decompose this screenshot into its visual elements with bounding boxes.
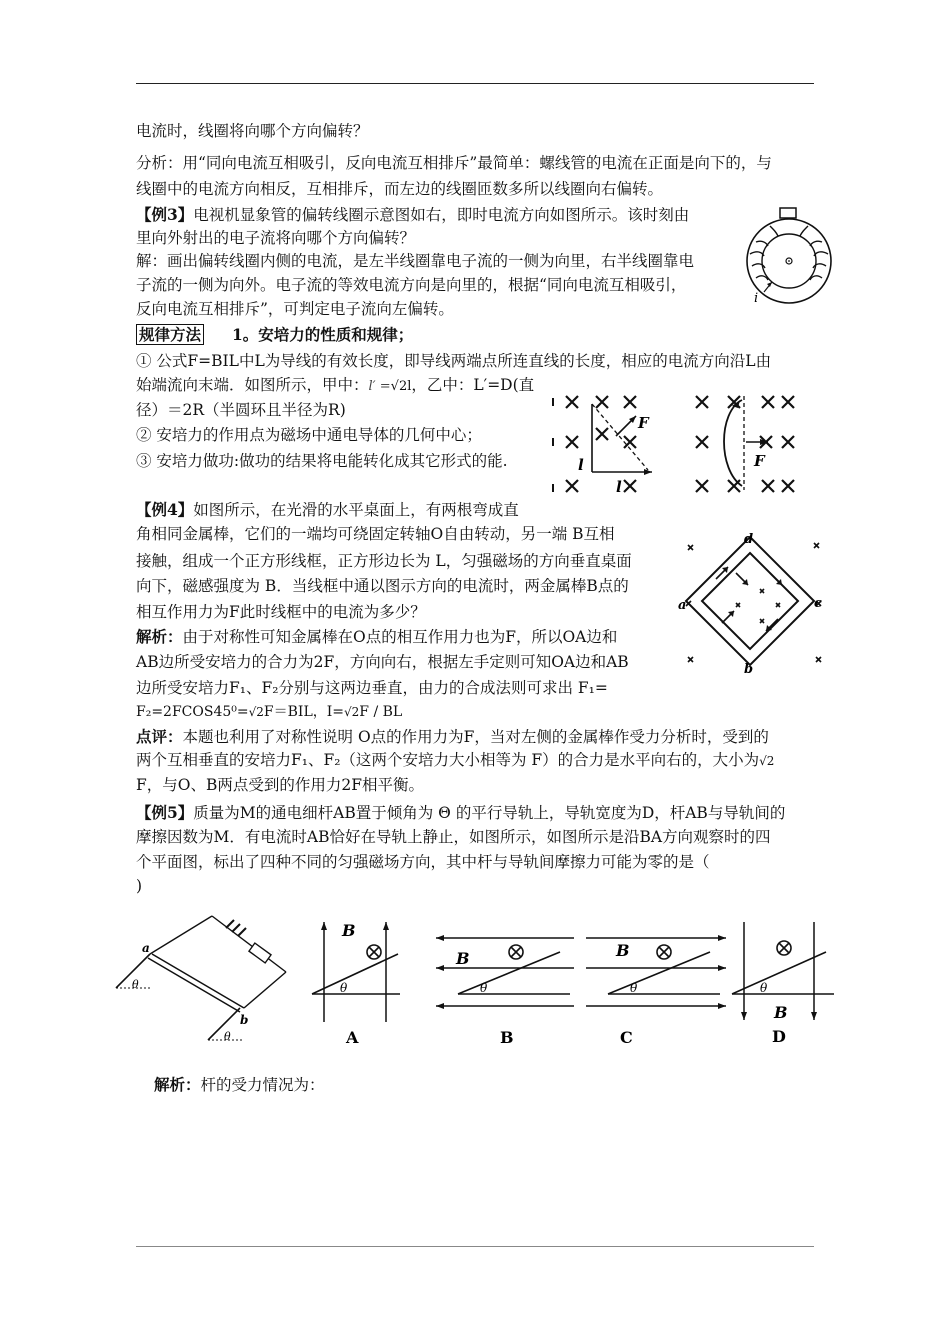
field-b-label: B xyxy=(774,1003,788,1022)
corner-b-label: b xyxy=(744,662,754,673)
text-line: ① 公式F=BIL中L为导线的有效长度，即导线两端点所连直线的长度，相应的电流方向沿L由 xyxy=(136,352,772,370)
corner-d-label: d xyxy=(744,532,754,547)
text-line: 接触，组成一个正方形线框，正方形边长为 L，匀强磁场的方向垂直桌面 xyxy=(136,552,632,570)
text-line: 本题也利用了对称性说明 O点的作用力为F，当对左侧的金属棒作受力分析时，受到的 xyxy=(182,728,769,746)
example-3-label: 【例3】 xyxy=(136,205,194,224)
text-line: 如图所示，在光滑的水平桌面上，有两根弯成直 xyxy=(193,501,519,519)
panel-label: C xyxy=(620,1028,633,1047)
effective-length-figure-left xyxy=(548,386,658,498)
text-line: 相互作用力为F此时线框中的电流为多少？ xyxy=(136,603,426,621)
text-line: ) xyxy=(136,877,143,895)
option-c-figure xyxy=(582,916,730,1050)
footer-rule xyxy=(136,1246,814,1247)
text-line: 两个互相垂直的安培力F₁、F₂（这两个安培力大小相等为 F）的合力是水平向右的，大小为√2 xyxy=(136,751,775,769)
inclined-rails-figure xyxy=(112,908,298,1052)
text-line: 电视机显象管的偏转线圈示意图如右，即时电流方向如图所示。该时刻由 xyxy=(193,206,690,224)
example-4-line xyxy=(136,498,519,522)
effective-length-figure-right xyxy=(692,386,804,498)
theta-label: θ xyxy=(630,981,638,995)
text-line: 质量为M的通电细杆AB置于倾角为 Θ 的平行导轨上，导轨宽度为D，杆AB与导轨间的 xyxy=(193,804,786,822)
theta-label: θ xyxy=(760,981,768,995)
text-line: 摩擦因数为Μ．有电流时AB恰好在导轨上静止，如图所示，如图所示是沿BA方向观察时的四 xyxy=(136,828,771,846)
rules-label: 规律方法 xyxy=(136,324,204,345)
text-line: 反向电流互相排斥”，可判定电子流向左偏转。 xyxy=(136,300,454,318)
analysis-label: 解析： xyxy=(154,1075,201,1094)
theta-label: θ xyxy=(340,981,348,995)
text-line: 边所受安培力F₁、F₂分别与这两边垂直，由力的合成法则可求出 F₁= xyxy=(136,679,608,697)
option-a-figure xyxy=(306,916,408,1050)
force-label: F xyxy=(754,452,765,470)
example-4-label: 【例4】 xyxy=(136,500,194,519)
panel-label: B xyxy=(500,1028,514,1047)
text-line: 个平面图，标出了四种不同的匀强磁场方向，其中杆与导轨间摩擦力可能为零的是（ xyxy=(136,853,710,871)
field-b-label: B xyxy=(342,921,356,940)
text-line: 线圈中的电流方向相反，互相排斥，而左边的线圈匝数多所以线圈向右偏转。 xyxy=(136,180,664,198)
rules-subheading: 1。安培力的性质和规律； xyxy=(232,325,414,344)
text-line: 子流的一侧为向外。电子流的等效电流方向是向里的，根据“同向电流互相吸引， xyxy=(136,276,687,294)
force-label: F xyxy=(638,414,649,432)
panel-label: D xyxy=(772,1027,786,1046)
analysis-label: 解析： xyxy=(136,627,183,646)
example-5-line xyxy=(136,801,785,825)
corner-a-label: a xyxy=(678,598,687,613)
text-line: ② 安培力的作用点为磁场中通电导体的几何中心； xyxy=(136,426,482,444)
theta-label: θ xyxy=(480,981,488,995)
option-b-figure xyxy=(430,916,580,1050)
square-frame-figure xyxy=(676,531,826,673)
text-line: 向下，磁感强度为 B．当线框中通以图示方向的电流时，两金属棒B点的 xyxy=(136,577,629,595)
comment-label: 点评： xyxy=(136,727,183,746)
text-line: 由于对称性可知金属棒在O点的相互作用力也为F，所以OA边和 xyxy=(182,628,618,646)
theta-label: θ xyxy=(224,1030,231,1043)
panel-label: A xyxy=(346,1028,359,1047)
length-label: l xyxy=(578,456,584,474)
field-b-label: B xyxy=(616,941,630,960)
text-line: 分析：用“同向电流互相吸引，反向电流互相排斥”最简单：螺线管的电流在正面是向下的，与 xyxy=(136,154,772,172)
text-line: 里向外射出的电子流将向哪个方向偏转？ xyxy=(136,229,416,247)
analysis-line xyxy=(136,625,617,649)
text-line: 解：画出偏转线圈内侧的电流，是左半线圈靠电子流的一侧为向里，右半线圈靠电 xyxy=(136,252,695,270)
current-label: i xyxy=(754,291,759,306)
text-line: 电流时，线圈将向哪个方向偏转？ xyxy=(136,122,369,140)
formula-line: F₂=2FCOS45⁰=√2F＝BIL，I=√2F / BL xyxy=(136,704,403,720)
example-3-line xyxy=(136,203,689,227)
corner-c-label: c xyxy=(814,596,822,611)
text-line: AB边所受安培力的合力为2F，方向向右，根据左手定则可知OA边和AB xyxy=(136,653,629,671)
text-line: 径）＝2R（半圆环且半径为R) xyxy=(136,401,346,419)
comment-line xyxy=(136,725,769,749)
text-line: ③ 安培力做功:做功的结果将电能转化成其它形式的能. xyxy=(136,452,508,470)
formula-line: 始端流向末端．如图所示，甲中：l′ =√2l，乙中：L′=D(直 xyxy=(136,376,535,394)
option-d-figure xyxy=(730,916,838,1050)
text-line: 角相同金属棒，它们的一端均可绕固定转轴O自由转动，另一端 B互相 xyxy=(136,525,615,543)
text-line: 杆的受力情况为： xyxy=(200,1076,325,1094)
header-rule xyxy=(136,83,814,84)
example-5-label: 【例5】 xyxy=(136,803,194,822)
analysis-line xyxy=(154,1073,325,1097)
text-line: F，与O、B两点受到的作用力2F相平衡。 xyxy=(136,776,424,794)
field-b-label: B xyxy=(456,949,470,968)
deflection-coil-figure xyxy=(742,206,838,306)
length-label: l xyxy=(616,478,622,496)
theta-label: θ xyxy=(132,978,139,991)
rules-heading xyxy=(136,323,413,347)
rail-b-label: b xyxy=(240,1013,249,1027)
rail-a-label: a xyxy=(142,941,150,955)
